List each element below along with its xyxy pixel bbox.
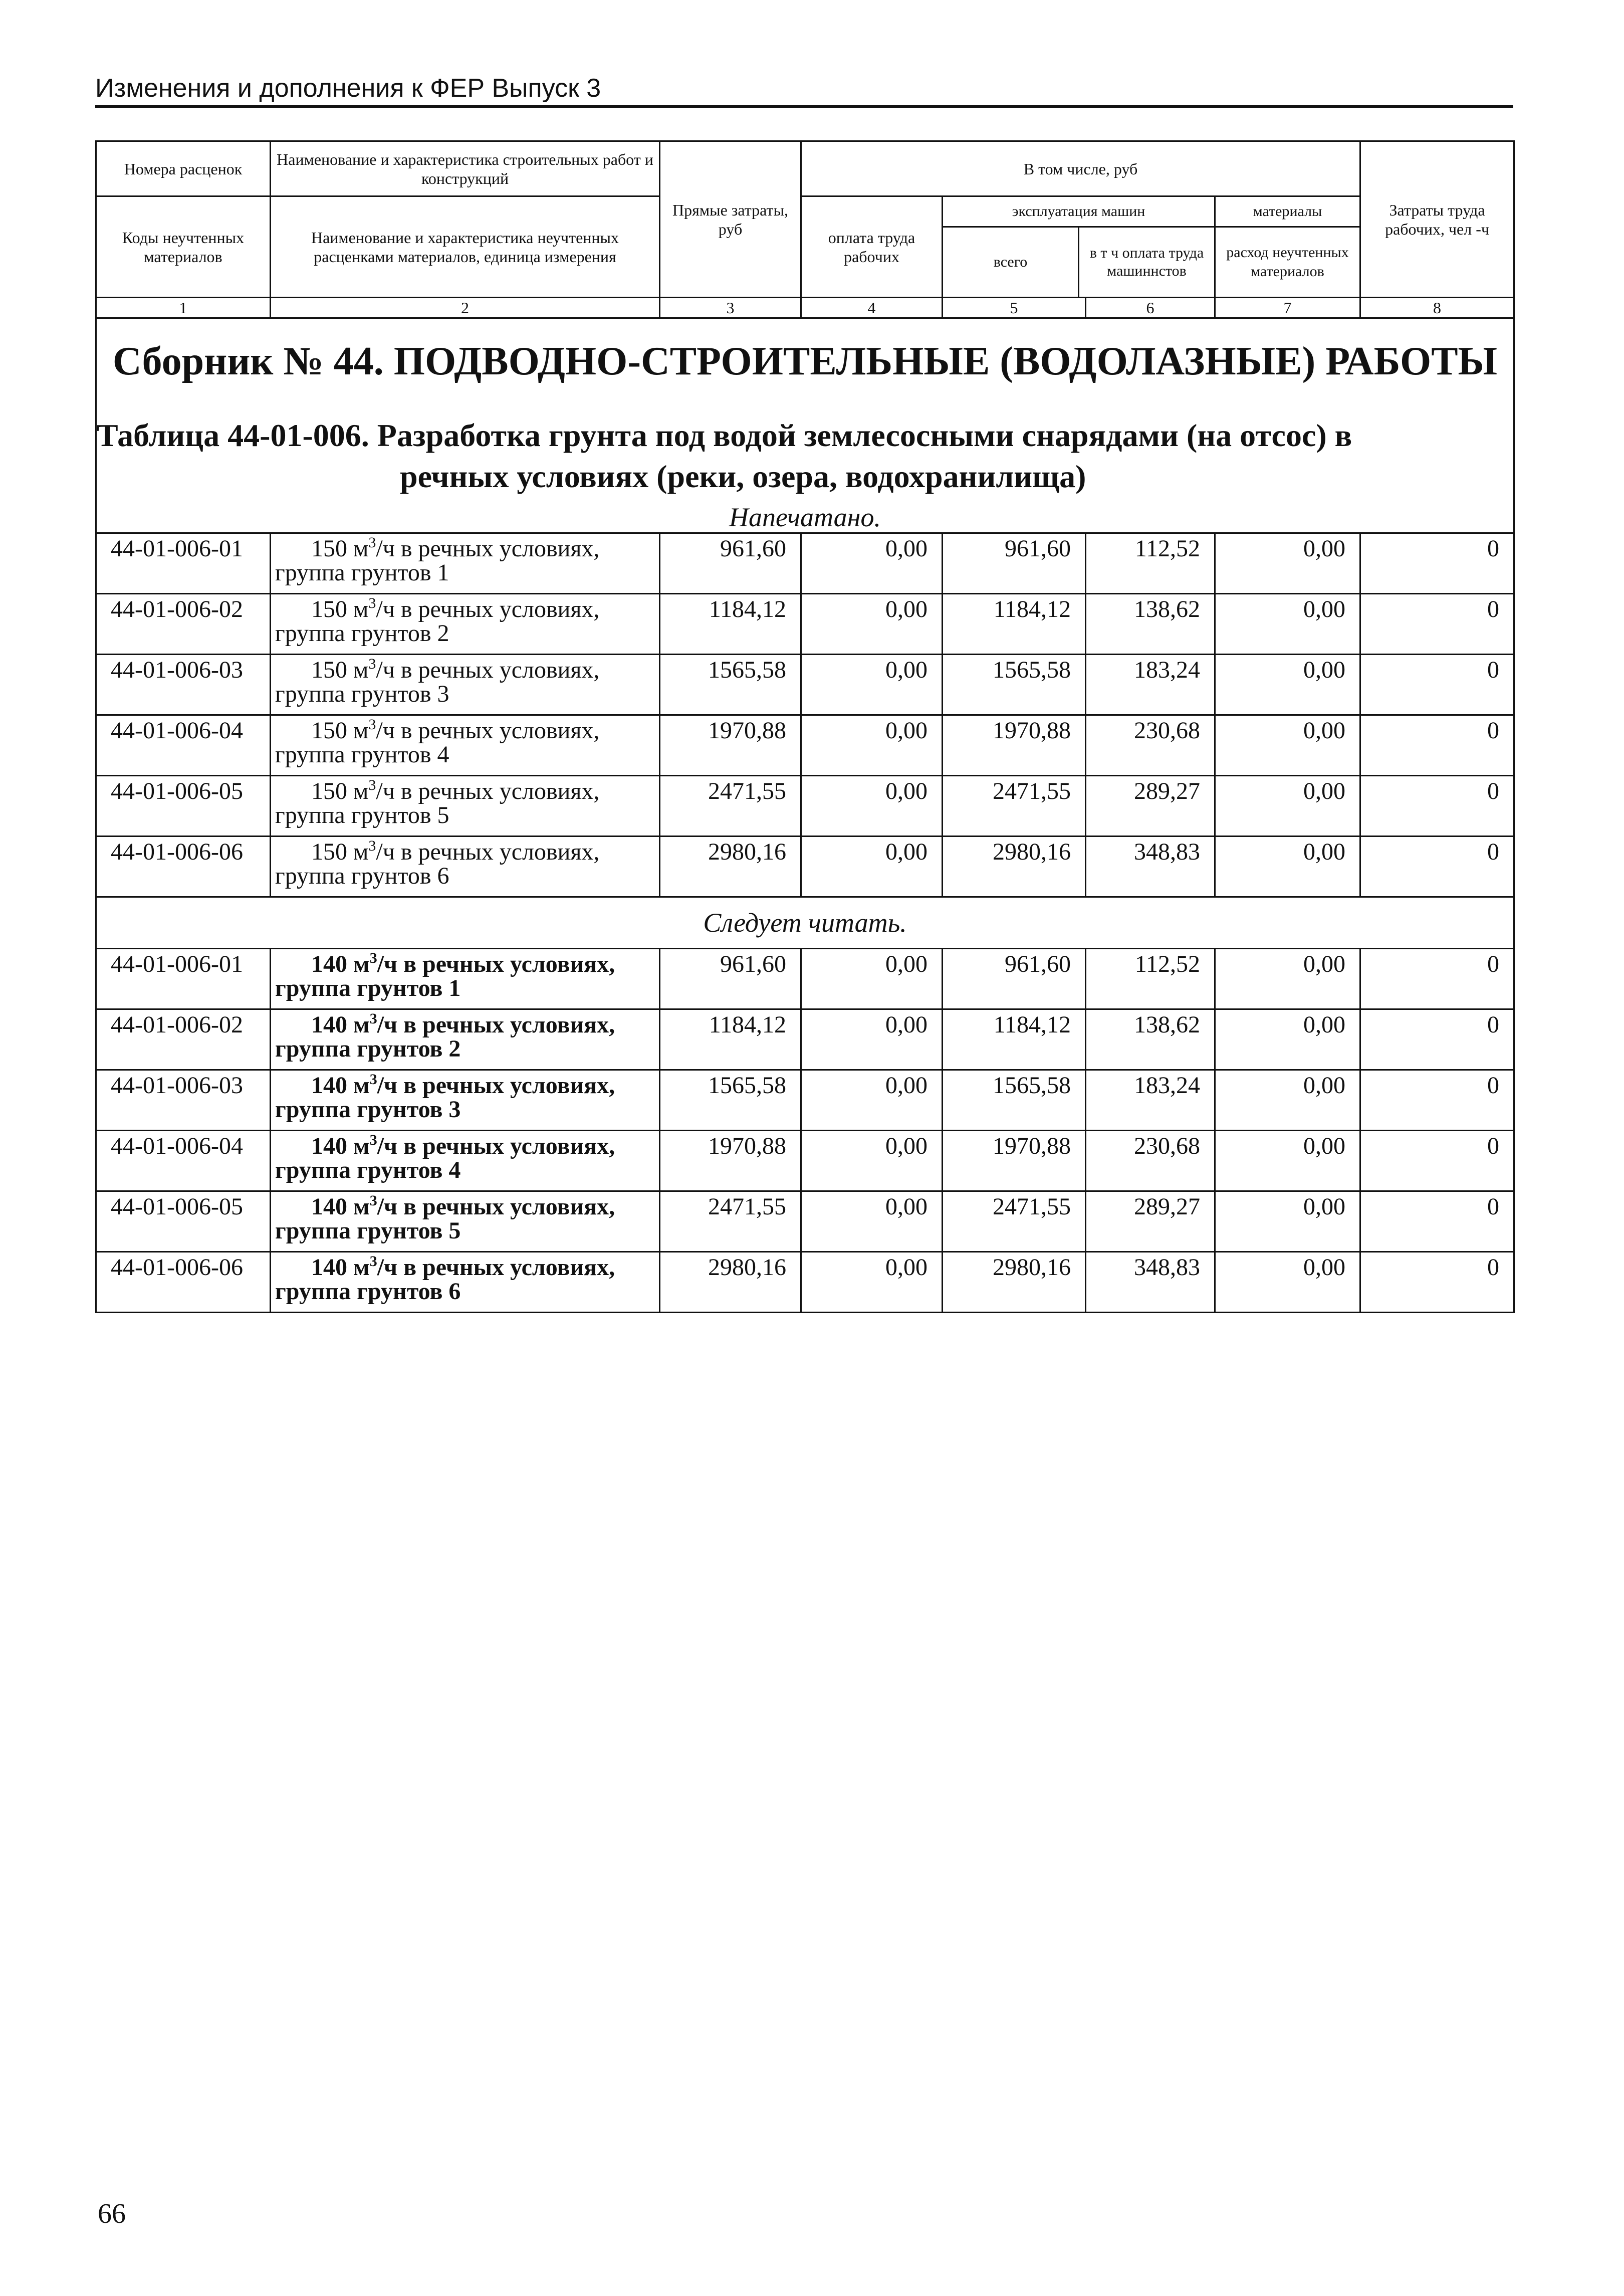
- table-row: [96, 1009, 1514, 1070]
- work-description: [271, 655, 660, 715]
- description-capacity: 150 м: [311, 717, 369, 744]
- rate-code: 44-01-006-06: [96, 1252, 271, 1313]
- description-superscript: 3: [369, 1253, 377, 1270]
- table-title-line-2: речных условиях (реки, озера, водохранилища): [400, 459, 1086, 494]
- operator-pay-value: 348,83: [1086, 837, 1215, 897]
- operator-pay-value: 230,68: [1086, 1131, 1215, 1191]
- column-number: 2: [271, 298, 660, 318]
- table-row: [96, 1191, 1514, 1252]
- description-superscript: 3: [368, 777, 376, 793]
- worker-pay-value: 0,00: [801, 1070, 943, 1131]
- table-row: [96, 1131, 1514, 1191]
- work-description: [271, 1070, 660, 1131]
- materials-value: 0,00: [1215, 949, 1360, 1009]
- machines-total-value: 961,60: [943, 533, 1086, 594]
- work-description: [271, 715, 660, 776]
- table-row: [96, 715, 1514, 776]
- soil-group: группа грунтов 1: [275, 975, 461, 1001]
- direct-costs-value: 1565,58: [660, 1070, 801, 1131]
- description-conditions: /ч в речных условиях,: [377, 1133, 615, 1159]
- materials-value: 0,00: [1215, 594, 1360, 655]
- materials-value: 0,00: [1215, 715, 1360, 776]
- work-description: [271, 1252, 660, 1313]
- soil-group: группа грунтов 6: [275, 863, 449, 889]
- rate-code: 44-01-006-03: [96, 1070, 271, 1131]
- materials-value: 0,00: [1215, 1070, 1360, 1131]
- operator-pay-value: 289,27: [1086, 776, 1215, 837]
- table-row: [96, 776, 1514, 837]
- col-header-machines-block: [943, 196, 1215, 298]
- machines-total-value: 1184,12: [943, 594, 1086, 655]
- col-header-materials: материалы: [1216, 197, 1359, 227]
- operator-pay-value: 289,27: [1086, 1191, 1215, 1252]
- worker-pay-value: 0,00: [801, 1009, 943, 1070]
- soil-group: группа грунтов 6: [275, 1278, 461, 1305]
- direct-costs-value: 1565,58: [660, 655, 801, 715]
- description-capacity: 150 м: [311, 778, 369, 804]
- machines-total-value: 1970,88: [943, 1131, 1086, 1191]
- soil-group: группа грунтов 2: [275, 1035, 461, 1062]
- labor-costs-value: 0: [1360, 1070, 1514, 1131]
- rate-code: 44-01-006-05: [96, 776, 271, 837]
- table-row: [96, 1070, 1514, 1131]
- description-superscript: 3: [369, 1132, 377, 1148]
- work-description: [271, 1191, 660, 1252]
- materials-value: 0,00: [1215, 655, 1360, 715]
- column-number: 3: [660, 298, 801, 318]
- description-capacity: 140 м: [311, 1072, 370, 1099]
- description-conditions: /ч в речных условиях,: [376, 535, 600, 562]
- work-description: [271, 594, 660, 655]
- operator-pay-value: 230,68: [1086, 715, 1215, 776]
- direct-costs-value: 2471,55: [660, 1191, 801, 1252]
- description-capacity: 140 м: [311, 1193, 370, 1220]
- worker-pay-value: 0,00: [801, 837, 943, 897]
- rate-code: 44-01-006-02: [96, 594, 271, 655]
- operator-pay-value: 183,24: [1086, 655, 1215, 715]
- read-label: Следует читать.: [96, 897, 1514, 949]
- col-header-unaccounted-materials: расход неучтенных материалов: [1226, 244, 1349, 280]
- labor-costs-value: 0: [1360, 1131, 1514, 1191]
- description-capacity: 150 м: [311, 839, 369, 865]
- materials-value: 0,00: [1215, 776, 1360, 837]
- rate-code: 44-01-006-01: [96, 533, 271, 594]
- worker-pay-value: 0,00: [801, 1191, 943, 1252]
- col-header-rate-numbers: Номера расценок: [96, 141, 271, 196]
- description-superscript: 3: [369, 1071, 377, 1088]
- rate-code: 44-01-006-04: [96, 1131, 271, 1191]
- direct-costs-value: 961,60: [660, 533, 801, 594]
- worker-pay-value: 0,00: [801, 655, 943, 715]
- col-header-direct-costs: Прямые затраты, руб: [660, 141, 801, 298]
- col-header-machines-total: всего: [943, 227, 1079, 297]
- section-title: Сборник № 44. ПОДВОДНО-СТРОИТЕЛЬНЫЕ (ВОДОЛАЗНЫЕ) РАБОТЫ: [96, 318, 1514, 404]
- labor-costs-value: 0: [1360, 594, 1514, 655]
- direct-costs-value: 2980,16: [660, 837, 801, 897]
- work-description: [271, 776, 660, 837]
- labor-costs-value: 0: [1360, 1252, 1514, 1313]
- materials-value: 0,00: [1215, 1191, 1360, 1252]
- labor-costs-value: 0: [1360, 655, 1514, 715]
- rate-code: 44-01-006-05: [96, 1191, 271, 1252]
- materials-value: 0,00: [1215, 837, 1360, 897]
- description-superscript: 3: [369, 950, 377, 966]
- soil-group: группа грунтов 5: [275, 802, 449, 828]
- machines-total-value: 2980,16: [943, 1252, 1086, 1313]
- column-number: 8: [1360, 298, 1514, 318]
- column-number: 1: [96, 298, 271, 318]
- page-header: [95, 70, 1513, 108]
- worker-pay-value: 0,00: [801, 1131, 943, 1191]
- soil-group: группа грунтов 2: [275, 620, 449, 647]
- col-header-work-name: Наименование и характеристика строительных работ и конструкций: [271, 141, 660, 196]
- operator-pay-value: 138,62: [1086, 594, 1215, 655]
- worker-pay-value: 0,00: [801, 1252, 943, 1313]
- labor-costs-value: 0: [1360, 1009, 1514, 1070]
- description-superscript: 3: [369, 1010, 377, 1027]
- labor-costs-value: 0: [1360, 949, 1514, 1009]
- direct-costs-value: 1970,88: [660, 715, 801, 776]
- description-conditions: /ч в речных условиях,: [377, 1193, 615, 1220]
- labor-costs-value: 0: [1360, 776, 1514, 837]
- column-number: 6: [1086, 298, 1215, 318]
- operator-pay-value: 112,52: [1086, 949, 1215, 1009]
- col-header-materials-block: [1215, 196, 1360, 298]
- rate-code: 44-01-006-04: [96, 715, 271, 776]
- labor-costs-value: 0: [1360, 715, 1514, 776]
- direct-costs-value: 1184,12: [660, 1009, 801, 1070]
- rates-table-frame: [95, 140, 1513, 1371]
- description-superscript: 3: [368, 656, 376, 672]
- table-title: [96, 404, 1514, 502]
- machines-total-value: 2980,16: [943, 837, 1086, 897]
- column-number: 5: [943, 298, 1086, 318]
- operator-pay-value: 183,24: [1086, 1070, 1215, 1131]
- description-superscript: 3: [368, 595, 376, 611]
- machines-total-value: 1565,58: [943, 655, 1086, 715]
- col-header-material-name: Наименование и характеристика неучтенных расценками материалов, единица измерения: [271, 196, 660, 298]
- column-number: 7: [1215, 298, 1360, 318]
- description-capacity: 150 м: [311, 657, 369, 683]
- direct-costs-value: 2980,16: [660, 1252, 801, 1313]
- description-conditions: /ч в речных условиях,: [377, 1072, 615, 1099]
- description-conditions: /ч в речных условиях,: [377, 1254, 615, 1281]
- description-capacity: 140 м: [311, 1133, 370, 1159]
- machines-total-value: 2471,55: [943, 1191, 1086, 1252]
- soil-group: группа грунтов 4: [275, 1157, 461, 1183]
- labor-costs-value: 0: [1360, 837, 1514, 897]
- col-header-operator-pay: в т ч оплата труда машиннстов: [1089, 245, 1204, 279]
- labor-costs-value: 0: [1360, 533, 1514, 594]
- work-description: [271, 533, 660, 594]
- description-superscript: 3: [368, 534, 376, 551]
- description-capacity: 140 м: [311, 951, 370, 977]
- work-description: [271, 949, 660, 1009]
- soil-group: группа грунтов 4: [275, 741, 449, 768]
- soil-group: группа грунтов 5: [275, 1217, 461, 1244]
- rate-code: 44-01-006-02: [96, 1009, 271, 1070]
- rate-code: 44-01-006-03: [96, 655, 271, 715]
- description-capacity: 150 м: [311, 596, 369, 622]
- materials-value: 0,00: [1215, 1252, 1360, 1313]
- worker-pay-value: 0,00: [801, 715, 943, 776]
- direct-costs-value: 1184,12: [660, 594, 801, 655]
- description-capacity: 150 м: [311, 535, 369, 562]
- direct-costs-value: 1970,88: [660, 1131, 801, 1191]
- operator-pay-value: 348,83: [1086, 1252, 1215, 1313]
- col-header-labor-costs: Затраты труда рабочих, чел -ч: [1360, 141, 1514, 298]
- description-capacity: 140 м: [311, 1254, 370, 1281]
- description-conditions: /ч в речных условиях,: [377, 951, 615, 977]
- labor-costs-value: 0: [1360, 1191, 1514, 1252]
- table-row: [96, 655, 1514, 715]
- soil-group: группа грунтов 1: [275, 559, 449, 586]
- work-description: [271, 837, 660, 897]
- rates-table: [95, 140, 1515, 1313]
- description-conditions: /ч в речных условиях,: [376, 657, 600, 683]
- machines-total-value: 1970,88: [943, 715, 1086, 776]
- table-row: [96, 949, 1514, 1009]
- description-conditions: /ч в речных условиях,: [377, 1011, 615, 1038]
- work-description: [271, 1009, 660, 1070]
- worker-pay-value: 0,00: [801, 533, 943, 594]
- description-conditions: /ч в речных условиях,: [376, 717, 600, 744]
- soil-group: группа грунтов 3: [275, 1096, 461, 1123]
- rate-code: 44-01-006-01: [96, 949, 271, 1009]
- col-header-worker-pay: оплата труда рабочих: [801, 196, 943, 298]
- direct-costs-value: 2471,55: [660, 776, 801, 837]
- description-conditions: /ч в речных условиях,: [376, 596, 600, 622]
- page-header-title: Изменения и дополнения к ФЕР Выпуск 3: [95, 74, 601, 103]
- table-row: [96, 533, 1514, 594]
- description-superscript: 3: [369, 1192, 377, 1209]
- materials-value: 0,00: [1215, 1009, 1360, 1070]
- machines-total-value: 2471,55: [943, 776, 1086, 837]
- worker-pay-value: 0,00: [801, 594, 943, 655]
- worker-pay-value: 0,00: [801, 776, 943, 837]
- materials-value: 0,00: [1215, 533, 1360, 594]
- rate-code: 44-01-006-06: [96, 837, 271, 897]
- description-conditions: /ч в речных условиях,: [376, 839, 600, 865]
- col-header-material-codes: Коды неучтенных материалов: [96, 196, 271, 298]
- column-numbers-row: [96, 298, 1514, 318]
- soil-group: группа грунтов 3: [275, 681, 449, 707]
- machines-total-value: 961,60: [943, 949, 1086, 1009]
- table-row: [96, 837, 1514, 897]
- description-conditions: /ч в речных условиях,: [376, 778, 600, 804]
- operator-pay-value: 112,52: [1086, 533, 1215, 594]
- table-row: [96, 594, 1514, 655]
- direct-costs-value: 961,60: [660, 949, 801, 1009]
- column-number: 4: [801, 298, 943, 318]
- table-title-line-1: Таблица 44-01-006. Разработка грунта под водой землесосными снарядами (на отсос) в: [97, 418, 1352, 453]
- operator-pay-value: 138,62: [1086, 1009, 1215, 1070]
- worker-pay-value: 0,00: [801, 949, 943, 1009]
- machines-total-value: 1184,12: [943, 1009, 1086, 1070]
- col-header-including: В том числе, руб: [801, 141, 1360, 196]
- description-superscript: 3: [368, 838, 376, 854]
- machines-total-value: 1565,58: [943, 1070, 1086, 1131]
- description-capacity: 140 м: [311, 1011, 370, 1038]
- work-description: [271, 1131, 660, 1191]
- col-header-machines: эксплуатация машин: [943, 197, 1214, 227]
- description-superscript: 3: [368, 716, 376, 733]
- materials-value: 0,00: [1215, 1131, 1360, 1191]
- table-row: [96, 1252, 1514, 1313]
- printed-label: Напечатано.: [96, 502, 1514, 533]
- page-number: 66: [98, 2198, 126, 2229]
